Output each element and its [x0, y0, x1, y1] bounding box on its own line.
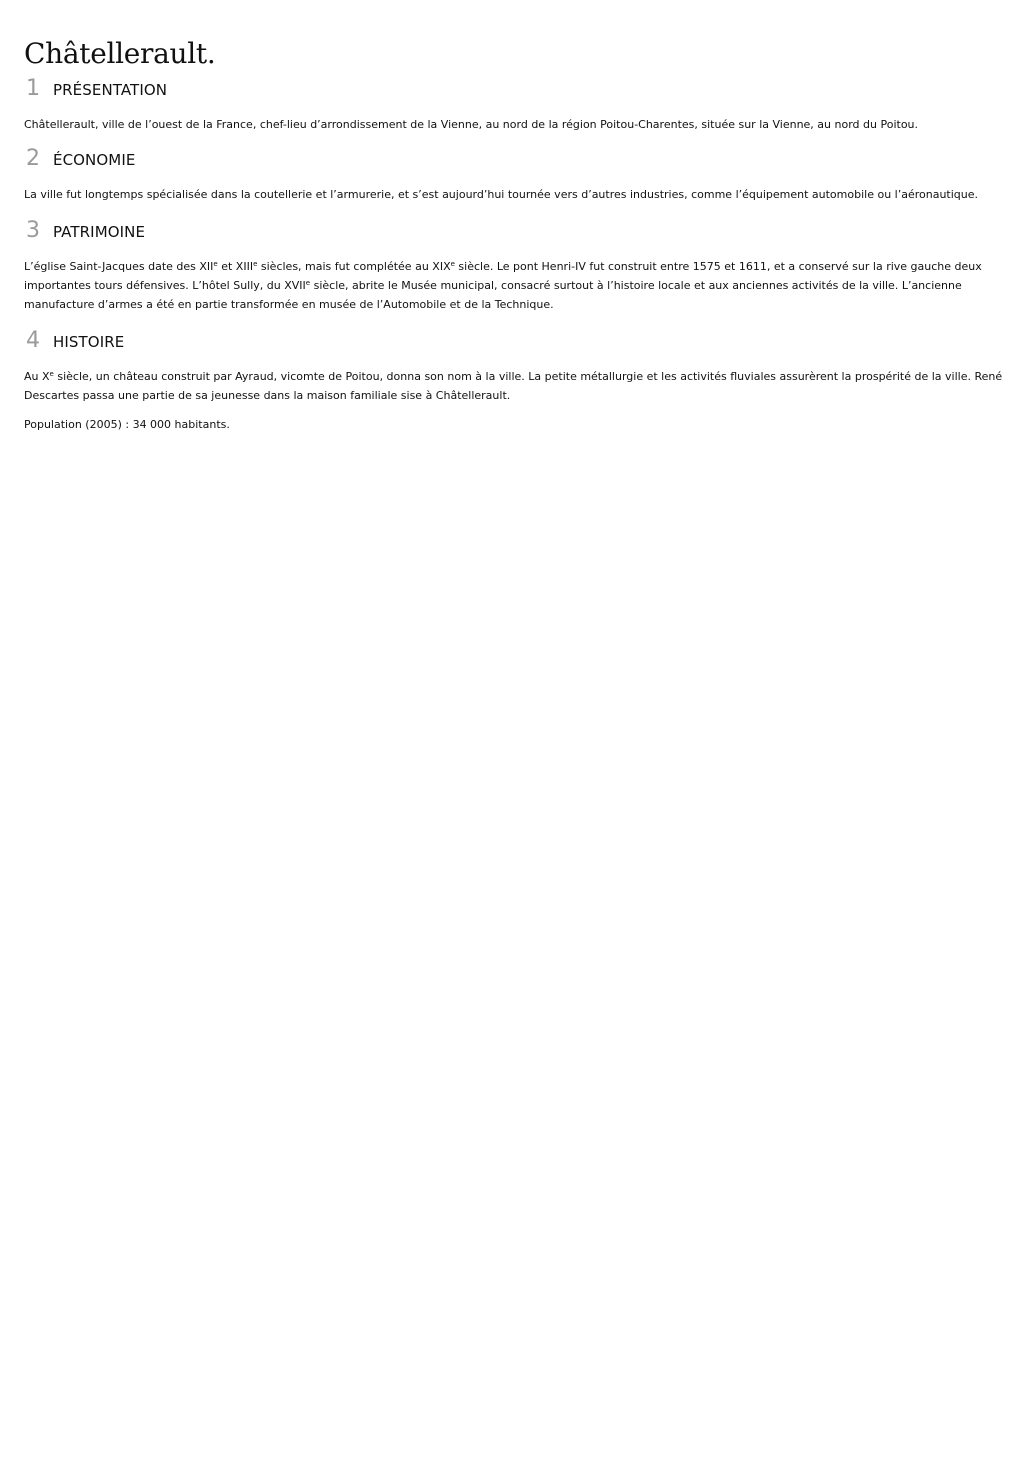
section-paragraph-economie: La ville fut longtemps spécialisée dans la coutellerie et l’armurerie, et s’est aujourd’hui tournée vers d’autres industries, comme l’équipement automobile ou l’aéronautique.: [24, 188, 979, 201]
superscript-e: e: [305, 279, 311, 287]
section-paragraph-patrimoine: [24, 257, 1010, 314]
section-heading-patrimoine: [24, 218, 1010, 243]
superscript-e: e: [213, 260, 218, 268]
section-title: HISTOIRE: [53, 333, 125, 351]
section-paragraph-histoire: [24, 367, 1010, 405]
section-number: 1: [26, 76, 40, 101]
superscript-e: e: [253, 260, 258, 268]
section-title: PRÉSENTATION: [53, 81, 168, 99]
section-title: ÉCONOMIE: [53, 151, 136, 169]
superscript-e: e: [49, 370, 54, 378]
section-number: 4: [26, 328, 40, 353]
document-title: Châtellerault.: [24, 37, 216, 70]
section-heading-economie: [24, 146, 1010, 171]
text-fragment: L’église Saint-Jacques date des XII: [24, 260, 214, 273]
section-title: PATRIMOINE: [53, 223, 146, 241]
section-number: 2: [26, 146, 40, 171]
text-fragment: siècles, mais fut complétée au XIX: [257, 260, 451, 273]
text-fragment: et XIII: [217, 260, 254, 273]
text-fragment: siècle, abrite le Musée municipal, consacré surtout à l’histoire locale et aux anciennes activités de la ville. L’ancienne manufacture d’armes a été en partie transformée en musée de l’Automobile et de la Technique.: [24, 279, 962, 311]
text-fragment: siècle. Le pont Henri-IV fut construit entre 1575 et 1611, et a conservé sur la rive gauche deux importantes tours défensives. L’hôtel Sully, du XVII: [24, 260, 982, 292]
population-line: Population (2005) : 34 000 habitants.: [24, 418, 230, 431]
section-heading-presentation: [24, 76, 1010, 101]
section-paragraph-presentation: Châtellerault, ville de l’ouest de la France, chef-lieu d’arrondissement de la Vienne, au nord de la région Poitou-Charentes, située sur la Vienne, au nord du Poitou.: [24, 118, 919, 131]
text-fragment: siècle, un château construit par Ayraud, vicomte de Poitou, donna son nom à la ville. La petite métallurgie et les activités fluviales assurèrent la prospérité de la ville. René Descartes passa une partie de sa jeunesse dans la maison familiale sise à Châtellerault.: [24, 370, 1003, 402]
section-heading-histoire: [24, 328, 1010, 353]
text-fragment: Au X: [24, 370, 50, 383]
superscript-e: e: [450, 260, 455, 268]
document-page: [24, 36, 1010, 434]
section-number: 3: [26, 218, 40, 243]
